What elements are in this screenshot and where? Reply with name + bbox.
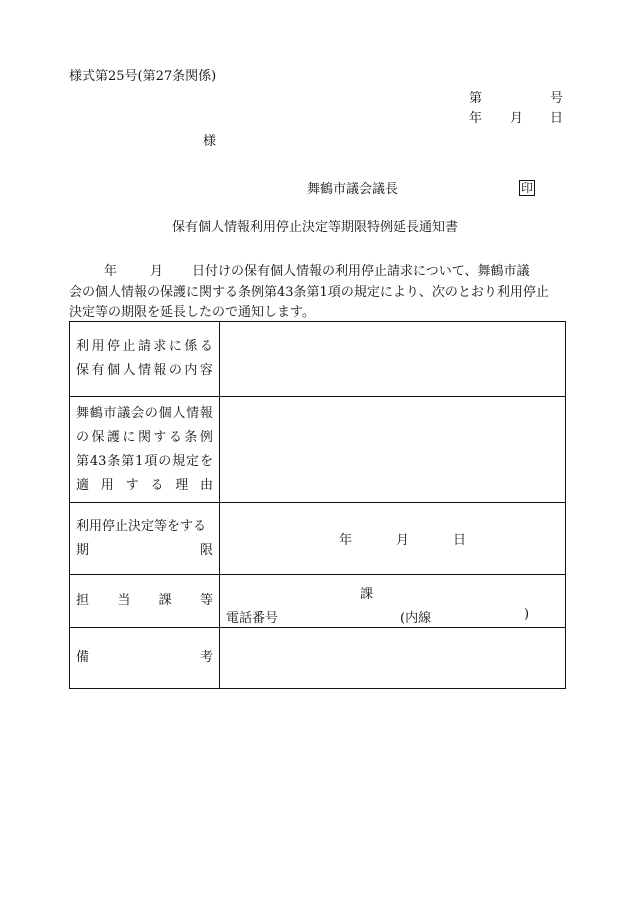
label-char: 護 [106, 429, 120, 445]
label-char: 人 [172, 405, 186, 421]
table-row-content [70, 322, 566, 397]
label-char: 人 [122, 363, 136, 378]
label-char: 由 [199, 477, 213, 493]
department-label [76, 589, 213, 613]
label-char: 当 [117, 593, 131, 608]
label-char: 容 [199, 363, 213, 378]
content-value-cell[interactable] [220, 322, 566, 397]
form-number: 様式第25号(第27条関係) [69, 69, 217, 84]
label-char: 第 [121, 453, 135, 469]
label-char: 会 [131, 405, 145, 421]
table-row-department [70, 575, 566, 628]
label-char: 利 [76, 339, 90, 354]
deadline-label-line-2 [76, 539, 213, 563]
body-line-1 [69, 262, 565, 283]
label-char: 議 [117, 405, 131, 421]
reason-label-cell [70, 397, 220, 503]
date-day-label: 日 [550, 111, 564, 126]
body-month-label: 月 [150, 264, 164, 279]
deadline-month-label: 月 [395, 533, 409, 548]
extension-close-paren: ) [524, 607, 530, 622]
department-value-cell[interactable] [220, 575, 566, 628]
content-label-cell [70, 322, 220, 397]
label-char: 求 [153, 339, 167, 354]
label-char: 請 [137, 339, 151, 354]
table-row-remarks [70, 628, 566, 689]
label-char: 保 [76, 363, 90, 378]
label-char: 適 [76, 477, 90, 493]
label-char: 第 [76, 453, 90, 469]
reason-label-line-2 [76, 426, 213, 450]
label-char: す [125, 477, 139, 493]
label-char: 備 [76, 650, 90, 665]
reason-value-cell[interactable] [220, 397, 566, 503]
label-char: 43 [89, 453, 107, 469]
deadline-label-cell [70, 503, 220, 575]
content-label-line-2 [76, 359, 213, 383]
label-char: 1 [135, 453, 144, 469]
label-char: す [153, 429, 167, 445]
table-row-reason [70, 397, 566, 503]
label-char: 用 [91, 339, 105, 354]
label-char: 等 [199, 593, 213, 608]
label-char: に [122, 429, 136, 445]
label-char: 考 [199, 650, 213, 665]
label-char: を [199, 453, 213, 469]
document-title: 保有個人情報利用停止決定等期限特例延長通知書 [171, 220, 458, 235]
department-label-cell [70, 575, 220, 628]
issuer-name: 舞鶴市議会議長 [307, 182, 399, 197]
label-char: 鶴 [89, 405, 103, 421]
deadline-label-line-1: 利用停止決定等をする [76, 518, 207, 534]
reason-label-line-1 [76, 402, 213, 426]
recipient-honorific: 様 [203, 134, 217, 149]
label-char: 項 [144, 453, 158, 469]
label-char: 個 [106, 363, 120, 378]
label-char: の [158, 453, 172, 469]
phone-number-label: 電話番号 [226, 611, 279, 626]
body-line-2: 会の個人情報の保護に関する条例第43条第1項の規定により、次のとおり利用停止 [69, 284, 549, 300]
deadline-value-cell[interactable] [220, 503, 566, 575]
label-char: 理 [175, 477, 189, 493]
label-char: 担 [76, 593, 90, 608]
label-char: 用 [100, 477, 114, 493]
label-char: 情 [137, 363, 151, 378]
remarks-value-cell[interactable] [220, 628, 566, 689]
label-char: 報 [153, 363, 167, 378]
label-char: に [168, 339, 182, 354]
deadline-year-label: 年 [338, 533, 352, 548]
date-year-label: 年 [469, 111, 483, 126]
body-paragraph [69, 262, 565, 324]
label-char: 条 [184, 429, 198, 445]
label-char: 係 [184, 339, 198, 354]
reason-label-line-3 [76, 450, 213, 474]
remarks-label [76, 646, 213, 670]
document-number-prefix: 第 [469, 91, 483, 106]
label-char: 関 [137, 429, 151, 445]
reason-label-line-4 [76, 474, 213, 498]
department-section-label: 課 [360, 587, 374, 602]
remarks-label-cell [70, 628, 220, 689]
label-char: 情 [186, 405, 200, 421]
label-char: 報 [199, 405, 213, 421]
label-char: 市 [103, 405, 117, 421]
label-char: 期 [76, 542, 90, 558]
label-char: の [144, 405, 158, 421]
deadline-day-label: 日 [453, 533, 467, 548]
label-char: 有 [91, 363, 105, 378]
label-char: 停 [106, 339, 120, 354]
label-char: 舞 [76, 405, 90, 421]
label-char: 課 [158, 593, 172, 608]
extension-label: (内線 [400, 611, 432, 626]
label-char: 例 [199, 429, 213, 445]
table-row-deadline [70, 503, 566, 575]
label-char: 規 [172, 453, 186, 469]
label-char: の [168, 363, 182, 378]
label-char: る [150, 477, 164, 493]
body-year-label: 年 [103, 264, 117, 279]
label-char: る [199, 339, 213, 354]
label-char: 定 [186, 453, 200, 469]
label-char: 個 [158, 405, 172, 421]
notice-table [69, 321, 566, 689]
document-number-suffix: 号 [550, 91, 564, 106]
body-line-3: 決定等の期限を延長したので通知します。 [69, 305, 315, 320]
label-char: る [168, 429, 182, 445]
label-char: 条 [107, 453, 121, 469]
label-char: 内 [184, 363, 198, 378]
seal-mark: 印 [521, 181, 534, 195]
label-char: 止 [122, 339, 136, 354]
label-char: 限 [199, 542, 213, 558]
content-label-line-1 [76, 335, 213, 359]
label-char: の [76, 429, 90, 445]
date-month-label: 月 [510, 111, 524, 126]
body-line-1-text: 日付けの保有個人情報の利用停止請求について、舞鶴市議 [192, 264, 530, 279]
label-char: 保 [91, 429, 105, 445]
